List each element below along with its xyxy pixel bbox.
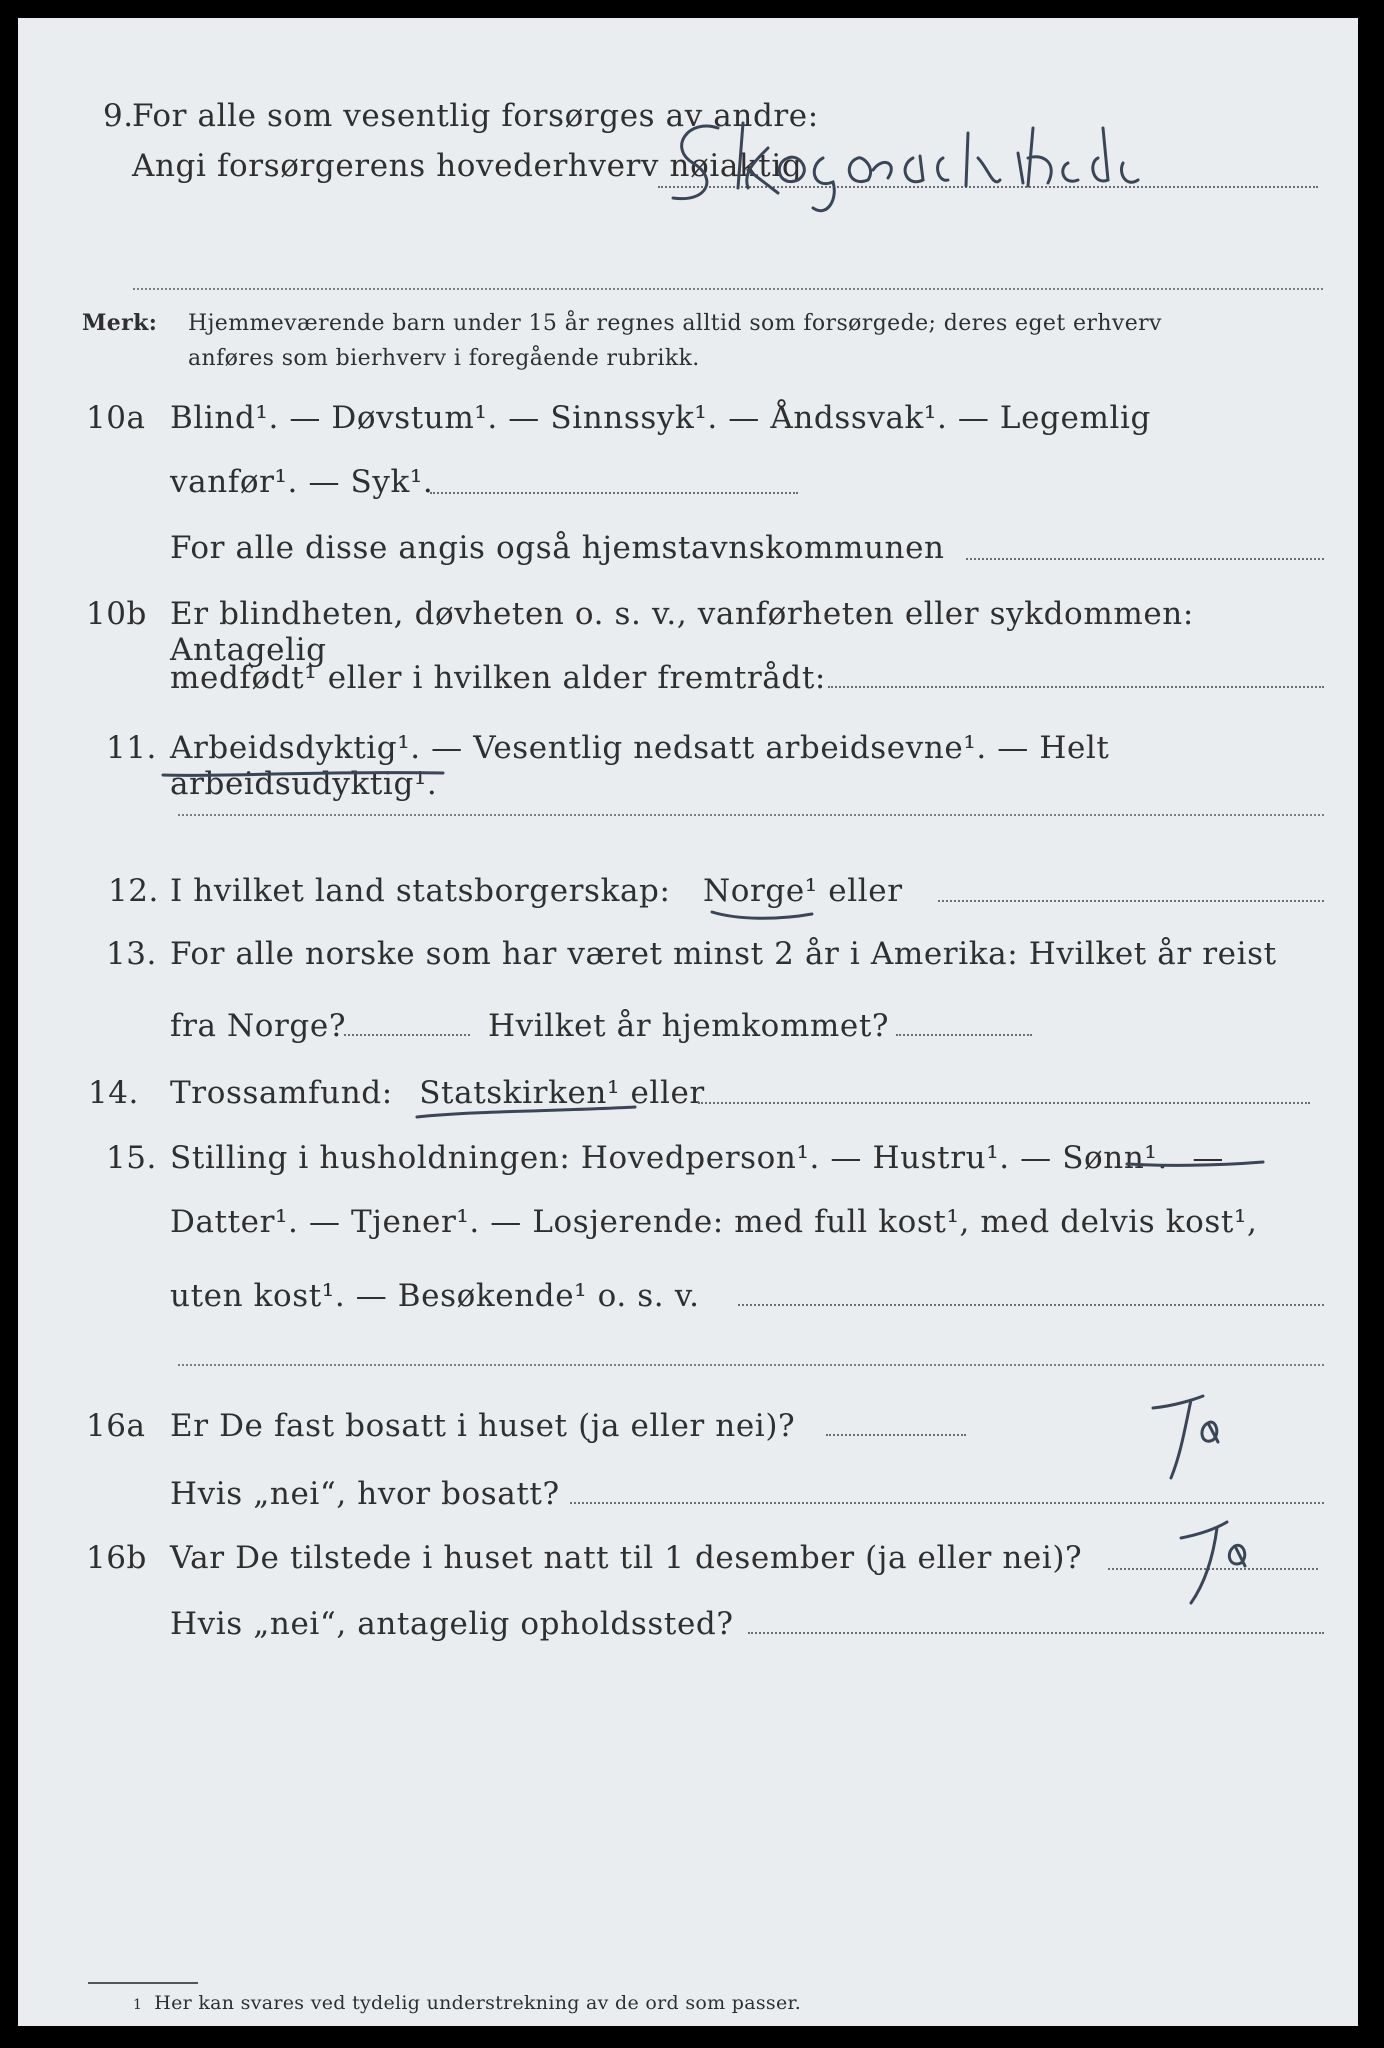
q14-underline-mark: [413, 1103, 643, 1125]
q15-line2: Datter¹. — Tjener¹. — Losjerende: med full kost¹, med delvis kost¹,: [170, 1204, 1258, 1240]
q13-hjemkommet-line: [896, 1034, 1032, 1036]
merk-line1: Hjemmeværende barn under 15 år regnes alltid som forsørgede; deres eget erhverv: [188, 311, 1162, 336]
q14-answer-line: [698, 1102, 1310, 1104]
q11-underline-mark: [158, 763, 458, 783]
q13-line2a: fra Norge?: [170, 1008, 347, 1044]
q14-eller: eller: [630, 1075, 705, 1111]
q15-answer-line: [738, 1304, 1324, 1306]
q12-eller: eller: [828, 873, 903, 909]
q13-number: 13.: [106, 936, 157, 972]
q16a-bosatt-line: [570, 1502, 1324, 1504]
q14-question: Trossamfund:: [170, 1075, 393, 1111]
q14-number: 14.: [88, 1075, 139, 1111]
q16a-number: 16a: [86, 1408, 146, 1444]
q15-line3: uten kost¹. — Besøkende¹ o. s. v.: [170, 1278, 700, 1314]
q10b-line2: medfødt¹ eller i hvilken alder fremtrådt:: [170, 660, 826, 696]
q11-number: 11.: [106, 730, 157, 766]
separator-rule: [133, 288, 1323, 290]
q16a-line2: Hvis „nei“, hvor bosatt?: [170, 1476, 560, 1512]
q14-option-statskirken[interactable]: Statskirken¹: [419, 1075, 621, 1111]
separator-rule: [178, 1364, 1324, 1366]
q15-number: 15.: [106, 1140, 157, 1176]
q10b-answer-line: [828, 686, 1324, 688]
q16b-line1: Var De tilstede i huset natt til 1 desember (ja eller nei)?: [170, 1540, 1083, 1576]
q13-line2b: Hvilket år hjemkommet?: [488, 1008, 890, 1044]
q10a-answer-line: [430, 492, 798, 494]
q13-reist-line: [344, 1034, 470, 1036]
q16b-handwritten-answer: [1173, 1508, 1293, 1618]
q12-option-norge[interactable]: Norge¹: [703, 873, 818, 909]
q9-line1: For alle som vesentlig forsørges av andre:: [132, 98, 819, 134]
separator-rule: [178, 814, 1324, 816]
q9-line2: Angi forsørgerens hovederhverv nøiaktig: [132, 148, 803, 184]
q15-underline-mark: [1123, 1154, 1273, 1174]
q10a-kommune-line: [966, 558, 1324, 560]
footnote-mark: 1: [133, 1997, 143, 2013]
q12-question: I hvilket land statsborgerskap:: [170, 873, 671, 909]
q12-underline-mark: [708, 906, 818, 926]
q12-line: [170, 873, 903, 909]
q10b-number: 10b: [86, 596, 147, 632]
footnote-text: Her kan svares ved tydelig understrekning av de ord som passer.: [154, 1992, 802, 2014]
q10a-line3: For alle disse angis også hjemstavnskommunen: [170, 530, 945, 566]
merk-line2: anføres som bierhverv i foregående rubrikk.: [188, 346, 700, 371]
q10a-number: 10a: [86, 400, 146, 436]
footnote: [133, 1992, 801, 2014]
q9-handwritten-answer: [648, 108, 1348, 228]
q9-number: 9.: [103, 98, 134, 134]
q15-options-a: Stilling i husholdningen: Hovedperson¹. — Hustru¹. —: [170, 1140, 1052, 1176]
q16a-line1: Er De fast bosatt i huset (ja eller nei)?: [170, 1408, 796, 1444]
q12-number: 12.: [108, 873, 159, 909]
q13-line1: For alle norske som har været minst 2 år i Amerika: Hvilket år reist: [170, 936, 1277, 972]
q10b-line1: Er blindheten, døvheten o. s. v., vanførheten eller sykdommen: Antagelig: [170, 596, 1194, 668]
q16b-opholdssted-line: [748, 1632, 1324, 1634]
q11-option-arbeidsdyktig[interactable]: Arbeidsdyktig¹: [170, 730, 411, 766]
merk-label: Merk:: [82, 310, 158, 336]
merk-note: [82, 306, 157, 341]
q16b-number: 16b: [86, 1540, 147, 1576]
q16a-handwritten-answer: [1143, 1378, 1283, 1488]
q15-line1: [170, 1140, 1224, 1176]
q15-option-sonn[interactable]: Sønn¹.: [1062, 1140, 1168, 1176]
q16b-line2: Hvis „nei“, antagelig opholdssted?: [170, 1606, 734, 1642]
form-page: [18, 18, 1358, 2026]
q15-dash: —: [1192, 1140, 1224, 1176]
q10a-line2: vanfør¹. — Syk¹.: [170, 464, 434, 500]
q16a-answer-line: [826, 1434, 966, 1436]
q10a-line1: Blind¹. — Døvstum¹. — Sinnssyk¹. — Åndssvak¹. — Legemlig: [170, 400, 1151, 436]
q12-answer-line: [938, 900, 1324, 902]
footnote-rule: [88, 1982, 198, 1984]
q11-other-options: . — Vesentlig nedsatt arbeidsevne¹. — Helt arbeidsudyktig¹.: [170, 730, 1110, 802]
